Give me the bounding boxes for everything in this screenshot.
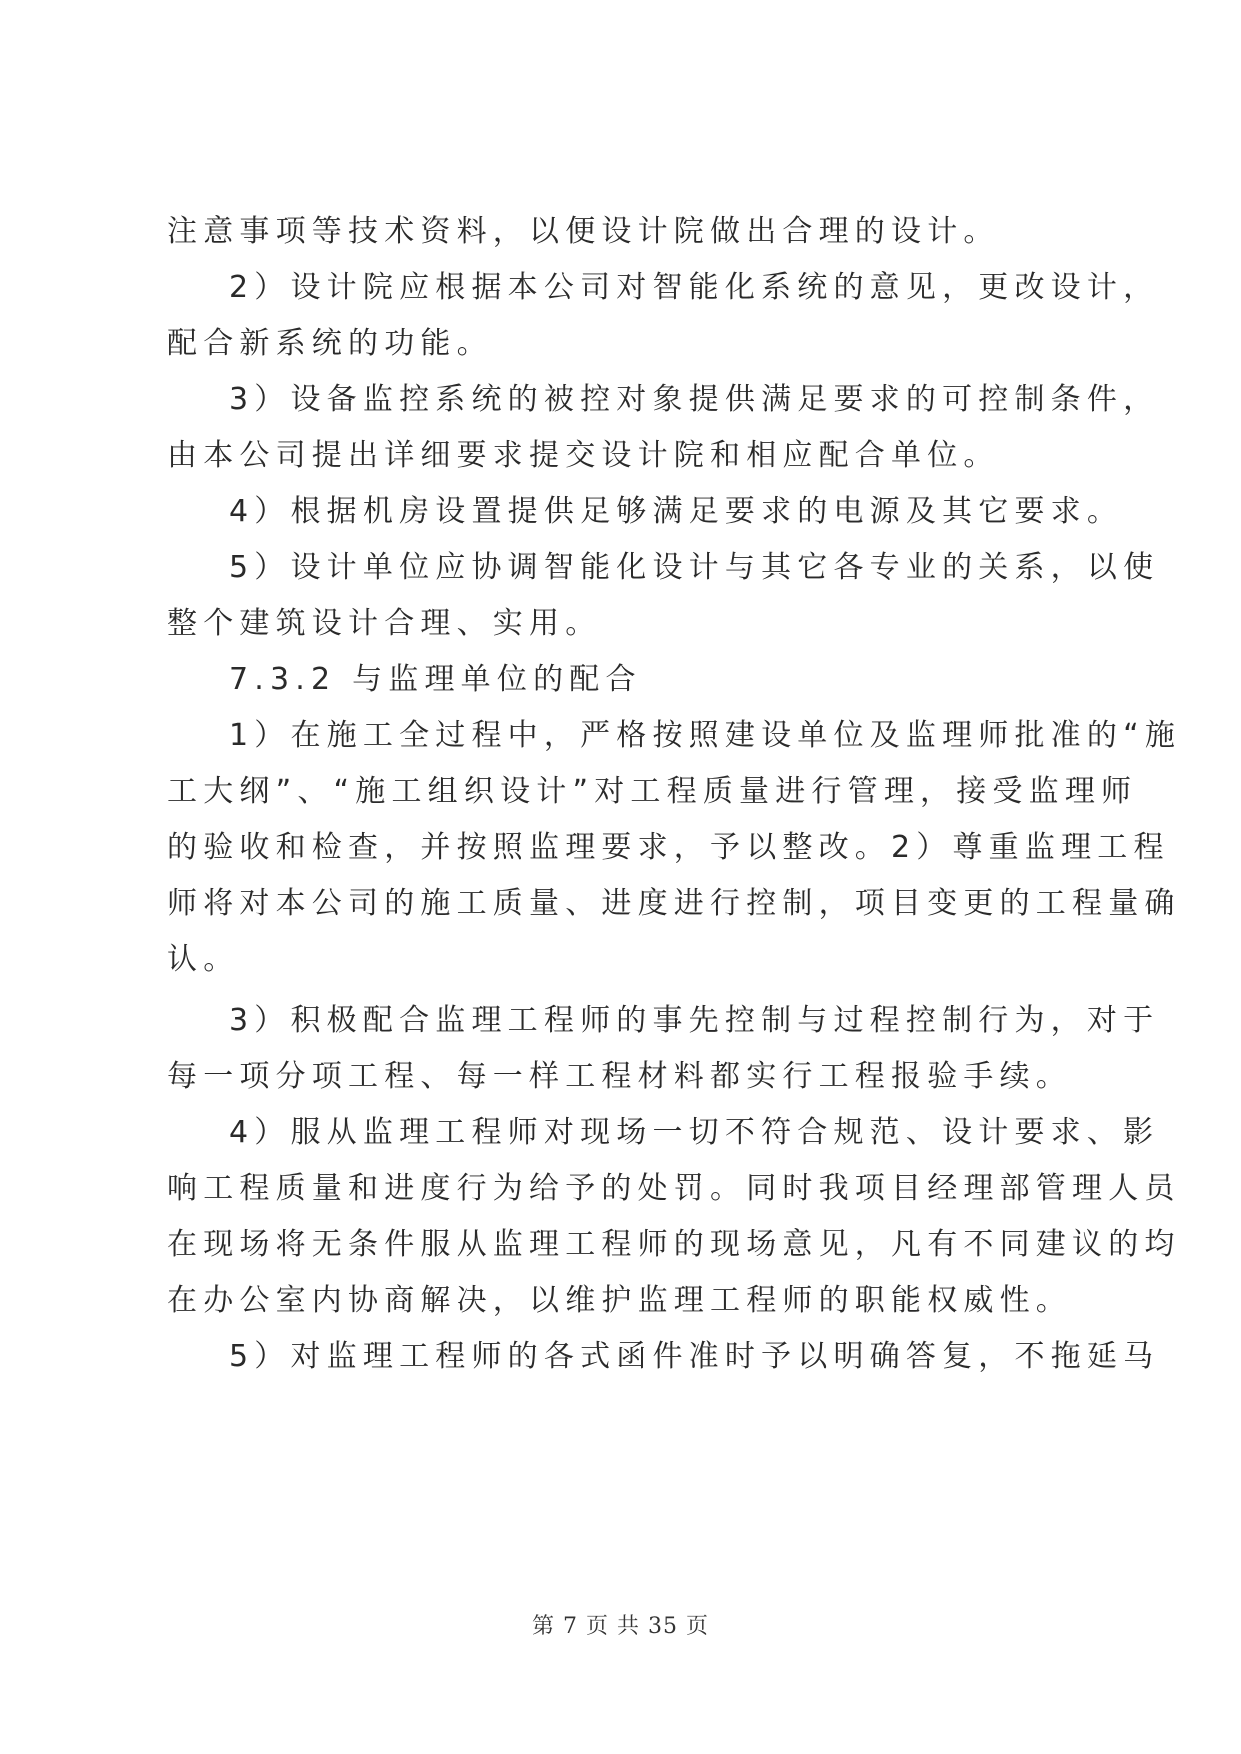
- body-text-line: 在办公室内协商解决，以维护监理工程师的职能权威性。: [167, 1283, 1072, 1318]
- section-heading: 7.3.2 与监理单位的配合: [229, 662, 642, 697]
- body-text-line: 3）积极配合监理工程师的事先控制与过程控制行为，对于: [229, 1003, 1160, 1038]
- body-text-line: 工大纲”、“施工组织设计”对工程质量进行管理，接受监理师: [167, 774, 1138, 809]
- body-text-line: 师将对本公司的施工质量、进度进行控制，项目变更的工程量确: [167, 886, 1181, 921]
- body-text-line: 4）服从监理工程师对现场一切不符合规范、设计要求、影: [229, 1115, 1160, 1150]
- body-text-line: 配合新系统的功能。: [167, 326, 493, 361]
- body-text-line: 2）设计院应根据本公司对智能化系统的意见，更改设计，: [229, 270, 1160, 305]
- body-text-line: 每一项分项工程、每一样工程材料都实行工程报验手续。: [167, 1059, 1072, 1094]
- body-text-line: 整个建筑设计合理、实用。: [167, 606, 602, 641]
- body-text-line: 注意事项等技术资料，以便设计院做出合理的设计。: [167, 214, 1000, 249]
- body-text-line: 4）根据机房设置提供足够满足要求的电源及其它要求。: [229, 494, 1124, 529]
- body-text-line: 认。: [167, 942, 240, 977]
- body-text-line: 5）对监理工程师的各式函件准时予以明确答复，不拖延马: [229, 1339, 1160, 1374]
- body-text-line: 由本公司提出详细要求提交设计院和相应配合单位。: [167, 438, 1000, 473]
- body-text-line: 的验收和检查，并按照监理要求，予以整改。2）尊重监理工程: [167, 830, 1170, 865]
- page-footer: 第 7 页 共 35 页: [532, 1614, 709, 1639]
- body-text-line: 3）设备监控系统的被控对象提供满足要求的可控制条件，: [229, 382, 1160, 417]
- body-text-line: 在现场将无条件服从监理工程师的现场意见，凡有不同建议的均: [167, 1227, 1181, 1262]
- body-text-line: 5）设计单位应协调智能化设计与其它各专业的关系，以使: [229, 550, 1160, 585]
- body-text-line: 响工程质量和进度行为给予的处罚。同时我项目经理部管理人员: [167, 1171, 1181, 1206]
- body-text-line: 1）在施工全过程中，严格按照建设单位及监理师批准的“施: [229, 718, 1182, 753]
